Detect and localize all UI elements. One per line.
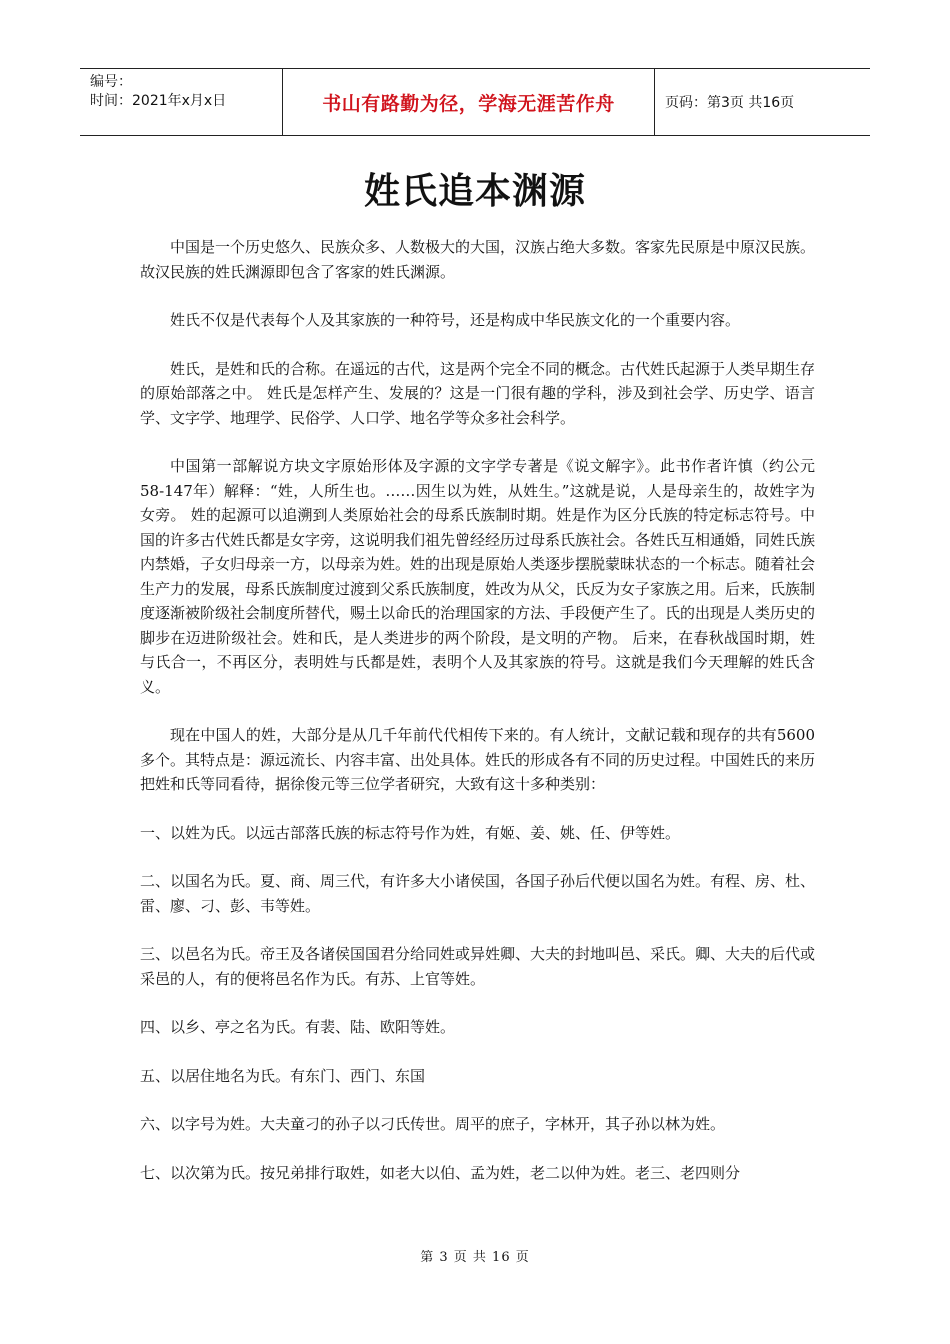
header-motto: 书山有路勤为径，学海无涯苦作舟 [282,69,655,135]
document-header [80,68,870,136]
paragraph: 姓氏，是姓和氏的合称。在遥远的古代，这是两个完全不同的概念。古代姓氏起源于人类早期生存的原始部落之中。 姓氏是怎样产生、发展的？这是一门很有趣的学科，涉及到社会学、历史学、语言学、文字学、地理学、民俗学、人口学、地名学等众多社会科学。 [140,359,816,427]
header-page-info: 页码：第3页 共16页 [665,95,795,111]
category-item: 一、以姓为氏。以远古部落氏族的标志符号作为姓，有姬、姜、姚、任、伊等姓。 [140,823,681,842]
category-item: 六、以字号为姓。大夫童刁的孙子以刁氏传世。周平的庶子，字林开，其子孙以林为姓。 [140,1115,726,1133]
document-body [140,235,815,1209]
paragraph: 中国第一部解说方块文字原始形体及字源的文字学专著是《说文解字》。此书作者许慎（约公元58-147年）解释：“姓，人所生也。……因生以为姓，从姓生。”这就是说，人是母亲生的，故姓字为女旁。 姓的起源可以追溯到人类原始社会的母系氏族制时期。姓是作为区分氏族的特定标志符号。中国的许多古代姓氏都是女字旁，这说明我们祖先曾经经历过母系氏族社会。各姓氏互相通婚，同姓氏族内禁婚，子女归母亲一方，以母亲为姓。姓的出现是原始人类逐步摆脱蒙昧状态的一个标志。随着社会生产力的发展，母系氏族制度过渡到父系氏族制度，姓改为从父，氏反为女子家族之用。后来，氏族制度逐渐被阶级社会制度所替代，赐土以命氏的治理国家的方法、手段便产生了。氏的出现是人类历史的脚步在迈进阶级社会。姓和氏，是人类进步的两个阶段，是文明的产物。 后来，在春秋战国时期，姓与氏合一，不再区分，表明姓与氏都是姓，表明个人及其家族的符号。这就是我们今天理解的姓氏含义。 [140,457,816,696]
time-label: 时间：2021年x月x日 [90,93,227,109]
category-item: 三、以邑名为氏。帝王及各诸侯国国君分给同姓或异姓卿、大夫的封地叫邑、采氏。卿、大夫的后代或采邑的人，有的便将邑名作为氏。有苏、上官等姓。 [140,945,816,988]
paragraph: 现在中国人的姓，大部分是从几千年前代代相传下来的。有人统计，文献记载和现存的共有5600多个。其特点是：源远流长、内容丰富、出处具体。姓氏的形成各有不同的历史过程。中国姓氏的来历把姓和氏等同看待，据徐俊元等三位学者研究，大致有这十多种类别： [140,726,816,793]
header-meta-cell [80,69,282,135]
paragraph: 姓氏不仅是代表每个人及其家族的一种符号，还是构成中华民族文化的一个重要内容。 [170,311,741,329]
category-item: 七、以次第为氏。按兄弟排行取姓，如老大以伯、孟为姓，老二以仲为姓。老三、老四则分 [140,1163,741,1182]
category-item: 二、以国名为氏。夏、商、周三代，有许多大小诸侯国，各国子孙后代便以国名为姓。有程、房、杜、雷、廖、刁、彭、韦等姓。 [140,872,816,915]
page-title: 姓氏追本渊源 [363,171,586,212]
page-footer: 第 3 页 共 16 页 [420,1250,530,1265]
paragraph: 中国是一个历史悠久、民族众多、人数极大的大国，汉族占绝大多数。客家先民原是中原汉民族。故汉民族的姓氏渊源即包含了客家的姓氏渊源。 [140,238,816,281]
category-item: 四、以乡、亭之名为氏。有裴、陆、欧阳等姓。 [140,1018,456,1036]
code-label: 编号： [90,74,132,90]
category-item: 五、以居住地名为氏。有东门、西门、东国 [140,1066,426,1085]
